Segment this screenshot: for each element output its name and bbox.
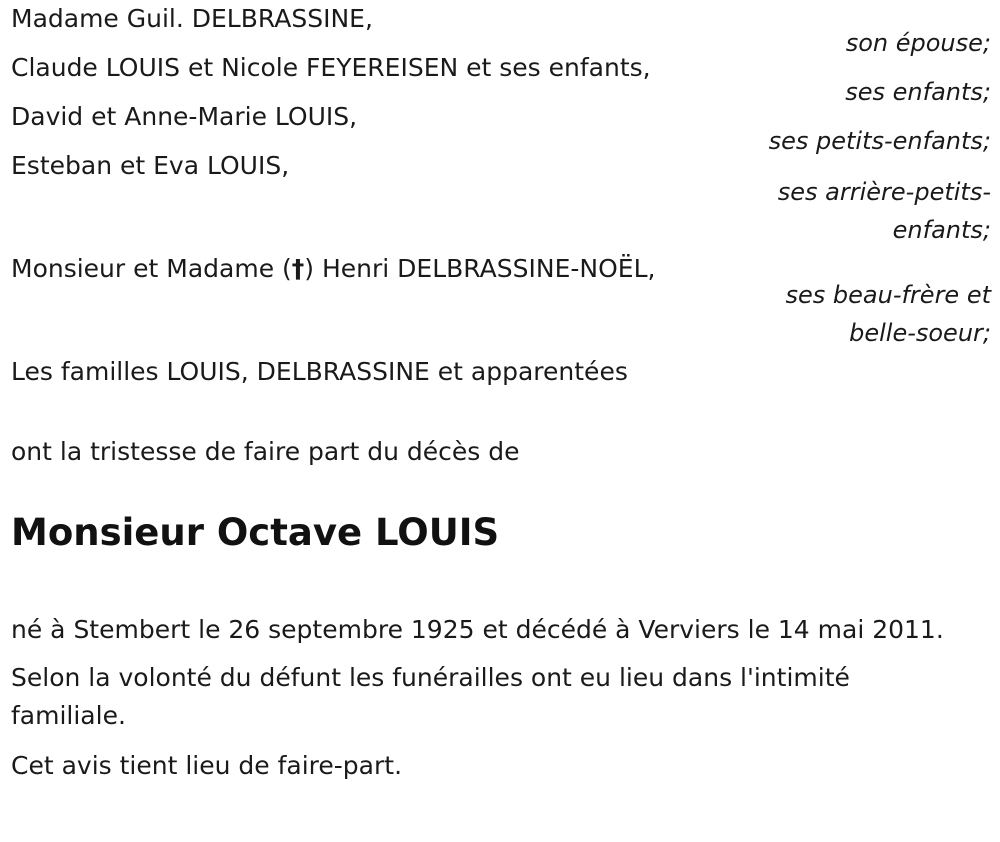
family-entry-great-grandchildren: [11, 147, 991, 249]
family-name: Claude LOUIS et Nicole FEYEREISEN et ses enfants,: [11, 53, 651, 82]
families-extra: Les familles LOUIS, DELBRASSINE et apparentées: [11, 357, 628, 386]
family-name: Madame Guil. DELBRASSINE,: [11, 4, 373, 33]
funeral-note: Selon la volonté du défunt les funérailles ont eu lieu dans l'intimité familiale.: [11, 663, 850, 730]
family-relation-line1: ses arrière-petits-: [777, 178, 991, 206]
family-name: David et Anne-Marie LOUIS,: [11, 102, 358, 131]
family-entry-in-laws: [11, 250, 991, 352]
birth-death-text: né à Stembert le 26 septembre 1925 et décédé à Verviers le 14 mai 2011.: [11, 615, 944, 644]
family-relation: son épouse;: [845, 29, 991, 57]
intro-text: ont la tristesse de faire part du décès de: [11, 437, 520, 466]
closing-text: Cet avis tient lieu de faire-part.: [11, 751, 403, 780]
obituary-notice: [11, 0, 991, 785]
family-name-prefix: Monsieur et Madame (: [11, 254, 292, 283]
family-relation-line2: belle-soeur;: [849, 319, 991, 347]
deceased-name: Monsieur Octave LOUIS: [11, 511, 500, 554]
family-relation-line1: ses beau-frère et: [785, 281, 991, 309]
family-relation: ses enfants;: [845, 78, 991, 106]
family-name-suffix: ) Henri DELBRASSINE-NOËL,: [304, 254, 656, 283]
family-name: Esteban et Eva LOUIS,: [11, 151, 290, 180]
family-relation-line2: enfants;: [892, 216, 991, 244]
cross-icon: †: [291, 254, 305, 283]
family-relation: ses petits-enfants;: [768, 127, 991, 155]
